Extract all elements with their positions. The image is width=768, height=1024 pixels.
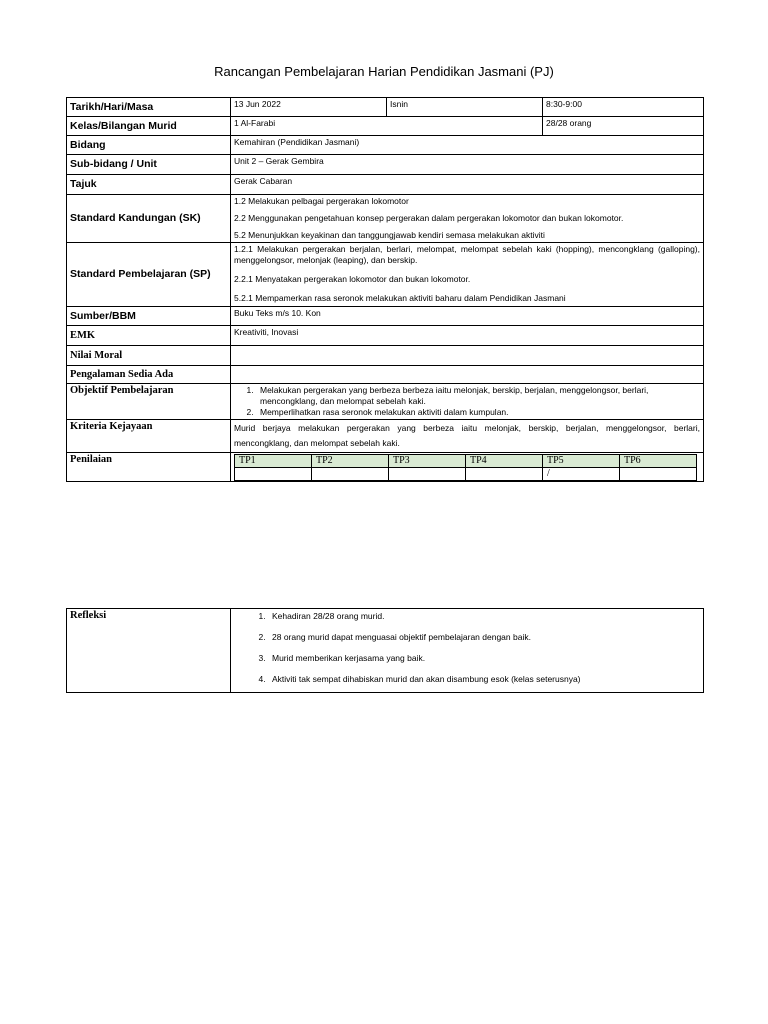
row-nilai-moral	[67, 346, 704, 366]
assessment-header-row	[235, 455, 697, 468]
value-pengalaman	[231, 366, 704, 384]
sp-item: 2.2.1 Menyatakan pergerakan lokomotor dan bukan lokomotor.	[234, 274, 471, 284]
tp-header: TP6	[620, 455, 697, 468]
row-kelas	[67, 117, 704, 136]
reflection-item: 3. Murid memberikan kerjasama yang baik.	[268, 653, 702, 664]
value-penilaian	[231, 453, 704, 482]
row-pengalaman	[67, 366, 704, 384]
row-kriteria	[67, 420, 704, 453]
label-penilaian: Penilaian	[67, 453, 231, 482]
label-sk: Standard Kandungan (SK)	[67, 195, 231, 243]
tp-header: TP1	[235, 455, 312, 468]
value-tajuk: Gerak Cabaran	[231, 175, 704, 195]
value-time: 8:30-9:00	[543, 98, 704, 117]
reflection-item: 4. Aktiviti tak sempat dihabiskan murid dan akan disambung esok (kelas seterusnya)	[268, 674, 702, 685]
tp-mark	[389, 468, 466, 481]
label-kriteria: Kriteria Kejayaan	[67, 420, 231, 453]
sp-item: 1.2.1 Melakukan pergerakan berjalan, berlari, melompat, melompat sebelah kaki (hopping), mencongklang (galloping), menggelongsor, melonjak (leaping), dan berskip.	[234, 244, 700, 265]
value-sk	[231, 195, 704, 243]
value-sp	[231, 243, 704, 307]
row-emk	[67, 326, 704, 346]
tp-mark	[620, 468, 697, 481]
assessment-mark-row	[235, 468, 697, 481]
tp-header: TP4	[466, 455, 543, 468]
reflection-table	[66, 608, 704, 693]
value-objektif	[231, 384, 704, 420]
page-title: Rancangan Pembelajaran Harian Pendidikan Jasmani (PJ)	[214, 64, 554, 79]
objective-list	[234, 385, 700, 418]
label-subbidang: Sub-bidang / Unit	[67, 155, 231, 175]
row-tarikh	[67, 98, 704, 117]
reflection-item: 2. 28 orang murid dapat menguasai objektif pembelajaran dengan baik.	[268, 632, 702, 643]
row-objektif	[67, 384, 704, 420]
label-tarikh: Tarikh/Hari/Masa	[67, 98, 231, 117]
label-objektif: Objektif Pembelajaran	[67, 384, 231, 420]
sk-item: 1.2 Melakukan pelbagai pergerakan lokomotor	[234, 196, 409, 206]
tp-header: TP3	[389, 455, 466, 468]
value-bidang: Kemahiran (Pendidikan Jasmani)	[231, 136, 704, 155]
sk-item: 2.2 Menggunakan pengetahuan konsep pergerakan dalam pergerakan lokomotor dan bukan lokomotor.	[234, 213, 624, 223]
label-sumber: Sumber/BBM	[67, 307, 231, 326]
tp-header: TP2	[312, 455, 389, 468]
tp-header: TP5	[543, 455, 620, 468]
tp-mark	[312, 468, 389, 481]
assessment-table	[234, 454, 697, 481]
label-bidang: Bidang	[67, 136, 231, 155]
sp-item: 5.2.1 Mempamerkan rasa seronok melakukan aktiviti baharu dalam Pendidikan Jasmani	[234, 293, 566, 303]
value-student-count: 28/28 orang	[543, 117, 704, 136]
sk-item: 5.2 Menunjukkan keyakinan dan tanggungjawab kendiri semasa melakukan aktiviti	[234, 230, 545, 240]
row-refleksi	[67, 609, 704, 693]
row-sp	[67, 243, 704, 307]
value-refleksi	[231, 609, 704, 693]
label-tajuk: Tajuk	[67, 175, 231, 195]
tp-mark: /	[543, 468, 620, 481]
tp-mark	[235, 468, 312, 481]
label-emk: EMK	[67, 326, 231, 346]
value-sumber: Buku Teks m/s 10. Kon	[231, 307, 704, 326]
value-kriteria: Murid berjaya melakukan pergerakan yang berbeza iaitu melonjak, berskip, berjalan, menggelongsor, berlari, mencongklang, dan melompat sebelah kaki.	[231, 420, 704, 453]
reflection-item: 1. Kehadiran 28/28 orang murid.	[268, 611, 702, 622]
value-day: Isnin	[387, 98, 543, 117]
value-nilai-moral	[231, 346, 704, 366]
row-tajuk	[67, 175, 704, 195]
row-subbidang	[67, 155, 704, 175]
objective-item: 2. Memperlihatkan rasa seronok melakukan aktiviti dalam kumpulan.	[256, 407, 700, 418]
value-date: 13 Jun 2022	[231, 98, 387, 117]
value-subbidang: Unit 2 – Gerak Gembira	[231, 155, 704, 175]
label-kelas: Kelas/Bilangan Murid	[67, 117, 231, 136]
row-bidang	[67, 136, 704, 155]
row-sk	[67, 195, 704, 243]
lesson-plan-table	[66, 97, 704, 482]
row-penilaian	[67, 453, 704, 482]
objective-item: 1. Melakukan pergerakan yang berbeza berbeza iaitu melonjak, berskip, berjalan, menggelongsor, berlari, mencongklang, dan melompat sebelah kaki.	[256, 385, 700, 407]
value-emk: Kreativiti, Inovasi	[231, 326, 704, 346]
label-refleksi: Refleksi	[67, 609, 231, 693]
row-sumber	[67, 307, 704, 326]
label-pengalaman: Pengalaman Sedia Ada	[67, 366, 231, 384]
value-class: 1 Al-Farabi	[231, 117, 543, 136]
tp-mark	[466, 468, 543, 481]
reflection-list	[232, 610, 702, 691]
label-sp: Standard Pembelajaran (SP)	[67, 243, 231, 307]
label-nilai-moral: Nilai Moral	[67, 346, 231, 366]
